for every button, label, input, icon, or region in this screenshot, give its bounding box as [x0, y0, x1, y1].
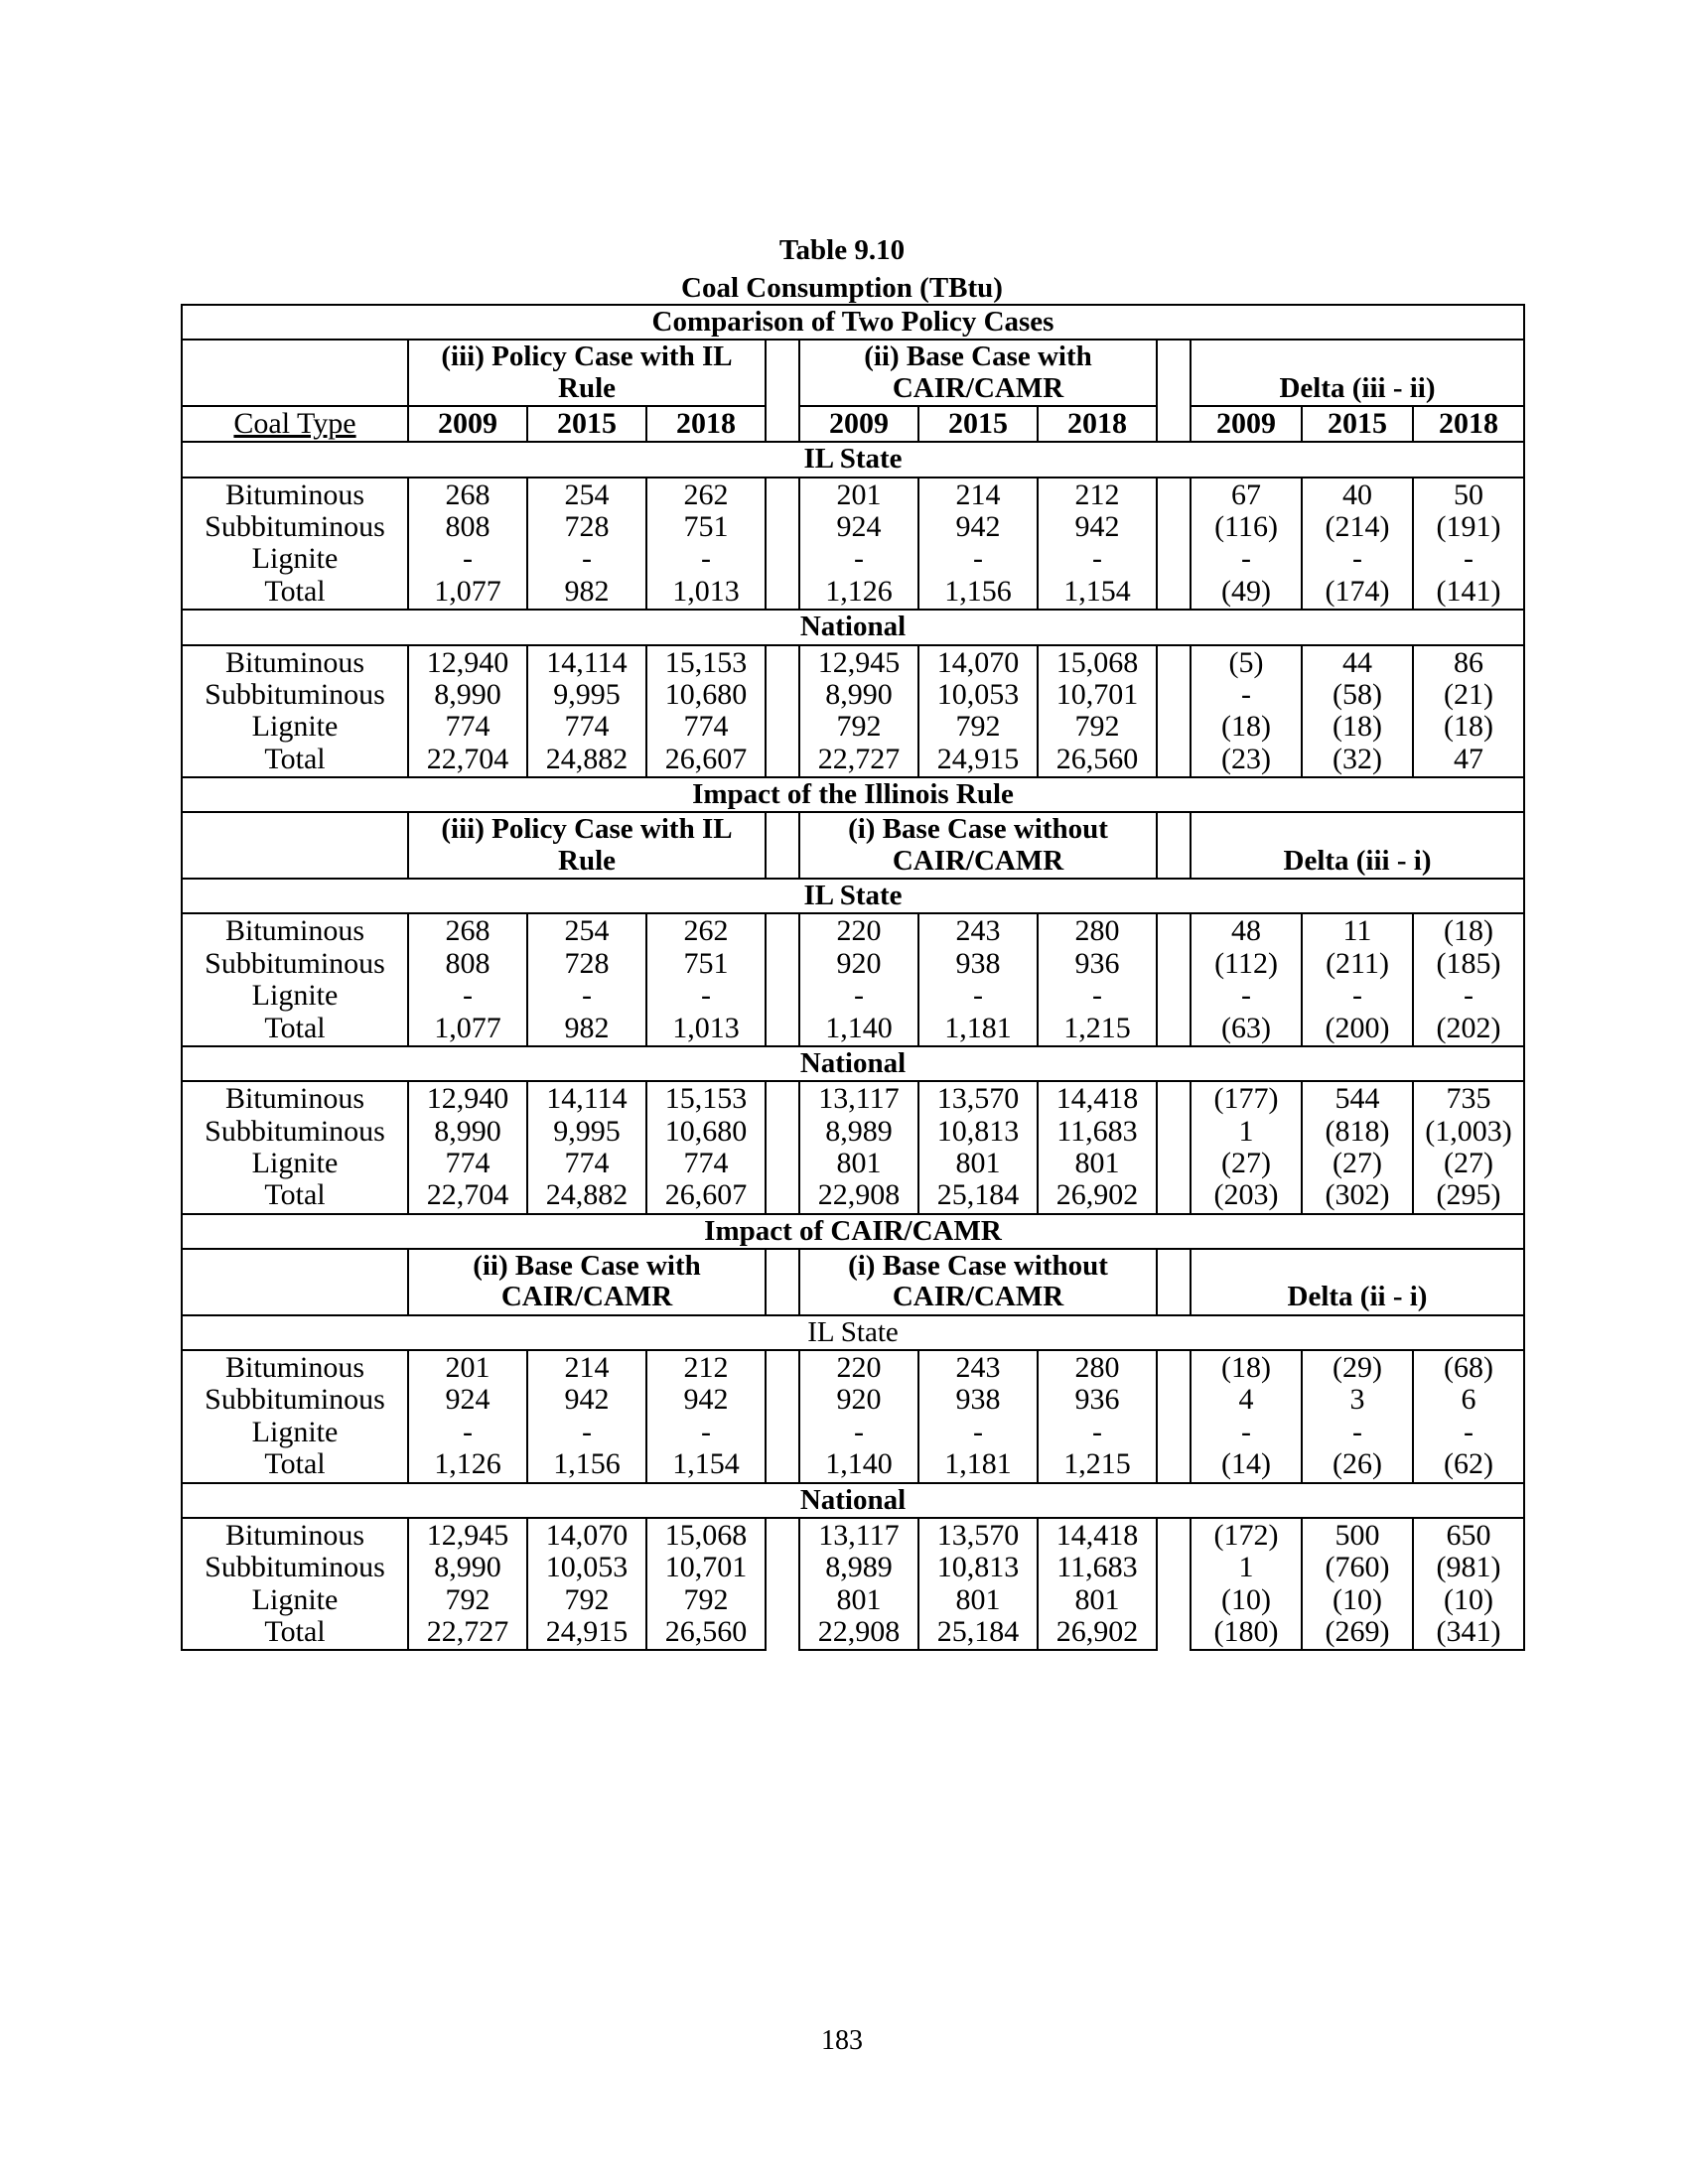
value-cell-2015: 214 942 - 1,156: [527, 1350, 646, 1483]
value-cell-2015: 14,114 9,995 774 24,882: [527, 1081, 646, 1214]
region-title: National: [182, 1046, 1524, 1081]
group-header-delta: Delta (ii - i): [1191, 1249, 1524, 1315]
value-cell-2018: 280 936 - 1,215: [1038, 1350, 1157, 1483]
region-title: IL State: [182, 442, 1524, 477]
year-header: 2018: [1038, 406, 1157, 442]
year-header-row: [182, 406, 1524, 442]
group-header-spacer: [182, 1249, 408, 1315]
group-header-1: (iii) Policy Case with IL Rule: [408, 340, 766, 406]
region-title: IL State: [182, 1315, 1524, 1350]
section-header-row: [182, 305, 1524, 340]
column-gap: [1157, 1350, 1191, 1483]
group-header-2: (ii) Base Case with CAIR/CAMR: [799, 340, 1157, 406]
year-header: 2009: [1191, 406, 1302, 442]
column-gap: [766, 340, 799, 406]
column-gap: [766, 1518, 799, 1651]
value-cell-2015: 13,570 10,813 801 25,184: [918, 1081, 1038, 1214]
value-cell-2009: 67 (116) - (49): [1191, 478, 1302, 611]
value-cell-2015: 14,070 10,053 792 24,915: [527, 1518, 646, 1651]
page-number: 183: [821, 2025, 863, 2056]
value-cell-2009: (172) 1 (10) (180): [1191, 1518, 1302, 1651]
column-gap: [1157, 812, 1191, 879]
value-cell-2018: 280 936 - 1,215: [1038, 913, 1157, 1046]
group-header-1: (iii) Policy Case with IL Rule: [408, 812, 766, 879]
value-cell-2015: 13,570 10,813 801 25,184: [918, 1518, 1038, 1651]
column-gap: [766, 478, 799, 611]
row-labels: Bituminous Subbituminous Lignite Total: [182, 913, 408, 1046]
group-header-1: (ii) Base Case with CAIR/CAMR: [408, 1249, 766, 1315]
table-subtitle: Coal Consumption (TBtu): [681, 272, 1003, 304]
region-header-row: [182, 1315, 1524, 1350]
region-header-row: [182, 610, 1524, 644]
value-cell-2018: 14,418 11,683 801 26,902: [1038, 1081, 1157, 1214]
value-cell-2015: 254 728 - 982: [527, 478, 646, 611]
section-title: Comparison of Two Policy Cases: [182, 305, 1524, 340]
group-header-row: [182, 812, 1524, 879]
value-cell-2018: 15,068 10,701 792 26,560: [1038, 645, 1157, 778]
year-header: 2009: [799, 406, 918, 442]
column-gap: [1157, 913, 1191, 1046]
row-labels: Bituminous Subbituminous Lignite Total: [182, 1518, 408, 1651]
value-cell-2018: 14,418 11,683 801 26,902: [1038, 1518, 1157, 1651]
column-gap: [1157, 645, 1191, 778]
value-cell-2009: 13,117 8,989 801 22,908: [799, 1081, 918, 1214]
year-header: 2015: [527, 406, 646, 442]
value-cell-2018: 262 751 - 1,013: [646, 913, 766, 1046]
value-cell-2015: 254 728 - 982: [527, 913, 646, 1046]
column-gap: [1157, 478, 1191, 611]
column-gap: [766, 1350, 799, 1483]
value-cell-2009: 13,117 8,989 801 22,908: [799, 1518, 918, 1651]
group-header-2: (i) Base Case without CAIR/CAMR: [799, 812, 1157, 879]
value-cell-2018: 15,153 10,680 774 26,607: [646, 1081, 766, 1214]
value-cell-2018: 262 751 - 1,013: [646, 478, 766, 611]
value-cell-2009: 12,945 8,990 792 22,727: [408, 1518, 527, 1651]
group-header-spacer: [182, 340, 408, 406]
value-cell-2015: 44 (58) (18) (32): [1302, 645, 1413, 778]
column-gap: [766, 645, 799, 778]
value-cell-2009: (177) 1 (27) (203): [1191, 1081, 1302, 1214]
column-gap: [766, 913, 799, 1046]
column-gap: [1157, 1518, 1191, 1651]
value-cell-2015: 243 938 - 1,181: [918, 913, 1038, 1046]
value-cell-2009: 12,940 8,990 774 22,704: [408, 645, 527, 778]
region-title: National: [182, 610, 1524, 644]
table-title: Table 9.10: [778, 234, 906, 266]
value-cell-2018: 212 942 - 1,154: [1038, 478, 1157, 611]
column-gap: [1157, 406, 1191, 442]
value-cell-2009: 201 924 - 1,126: [408, 1350, 527, 1483]
column-gap: [1157, 340, 1191, 406]
column-gap: [1157, 1249, 1191, 1315]
data-row: [182, 645, 1524, 778]
section-title: Impact of the Illinois Rule: [182, 777, 1524, 812]
value-cell-2015: (29) 3 - (26): [1302, 1350, 1413, 1483]
region-title: IL State: [182, 879, 1524, 913]
value-cell-2009: (5) - (18) (23): [1191, 645, 1302, 778]
year-header: 2018: [1413, 406, 1524, 442]
value-cell-2018: 212 942 - 1,154: [646, 1350, 766, 1483]
column-gap: [766, 1249, 799, 1315]
region-header-row: [182, 442, 1524, 477]
value-cell-2018: 50 (191) - (141): [1413, 478, 1524, 611]
value-cell-2015: 544 (818) (27) (302): [1302, 1081, 1413, 1214]
value-cell-2009: 201 924 - 1,126: [799, 478, 918, 611]
data-row: [182, 478, 1524, 611]
data-row: [182, 913, 1524, 1046]
year-header: 2018: [646, 406, 766, 442]
row-labels: Bituminous Subbituminous Lignite Total: [182, 1081, 408, 1214]
region-header-row: [182, 1046, 1524, 1081]
row-labels: Bituminous Subbituminous Lignite Total: [182, 478, 408, 611]
value-cell-2018: 86 (21) (18) 47: [1413, 645, 1524, 778]
value-cell-2009: 48 (112) - (63): [1191, 913, 1302, 1046]
value-cell-2009: 12,940 8,990 774 22,704: [408, 1081, 527, 1214]
value-cell-2015: 14,070 10,053 792 24,915: [918, 645, 1038, 778]
group-header-spacer: [182, 812, 408, 879]
value-cell-2009: 220 920 - 1,140: [799, 913, 918, 1046]
value-cell-2015: 214 942 - 1,156: [918, 478, 1038, 611]
value-cell-2018: 735 (1,003) (27) (295): [1413, 1081, 1524, 1214]
region-title: National: [182, 1483, 1524, 1518]
region-header-row: [182, 1483, 1524, 1518]
value-cell-2015: 243 938 - 1,181: [918, 1350, 1038, 1483]
group-header-row: [182, 1249, 1524, 1315]
section-header-row: [182, 777, 1524, 812]
value-cell-2009: 220 920 - 1,140: [799, 1350, 918, 1483]
year-header: 2009: [408, 406, 527, 442]
region-header-row: [182, 879, 1524, 913]
value-cell-2018: (18) (185) - (202): [1413, 913, 1524, 1046]
value-cell-2018: (68) 6 - (62): [1413, 1350, 1524, 1483]
column-gap: [766, 1081, 799, 1214]
value-cell-2009: 268 808 - 1,077: [408, 913, 527, 1046]
section-header-row: [182, 1214, 1524, 1249]
column-gap: [1157, 1081, 1191, 1214]
value-cell-2018: 15,153 10,680 774 26,607: [646, 645, 766, 778]
coal-type-label: Coal Type: [182, 406, 408, 442]
column-gap: [766, 406, 799, 442]
group-header-delta: Delta (iii - ii): [1191, 340, 1524, 406]
row-labels: Bituminous Subbituminous Lignite Total: [182, 645, 408, 778]
value-cell-2018: 15,068 10,701 792 26,560: [646, 1518, 766, 1651]
value-cell-2015: 11 (211) - (200): [1302, 913, 1413, 1046]
data-row: [182, 1518, 1524, 1651]
value-cell-2015: 500 (760) (10) (269): [1302, 1518, 1413, 1651]
row-labels: Bituminous Subbituminous Lignite Total: [182, 1350, 408, 1483]
data-row: [182, 1081, 1524, 1214]
group-header-row: [182, 340, 1524, 406]
year-header: 2015: [1302, 406, 1413, 442]
value-cell-2015: 40 (214) - (174): [1302, 478, 1413, 611]
value-cell-2009: (18) 4 - (14): [1191, 1350, 1302, 1483]
group-header-delta: Delta (iii - i): [1191, 812, 1524, 879]
value-cell-2009: 268 808 - 1,077: [408, 478, 527, 611]
year-header: 2015: [918, 406, 1038, 442]
value-cell-2015: 14,114 9,995 774 24,882: [527, 645, 646, 778]
coal-consumption-table: [181, 304, 1525, 1651]
value-cell-2009: 12,945 8,990 792 22,727: [799, 645, 918, 778]
column-gap: [766, 812, 799, 879]
section-title: Impact of CAIR/CAMR: [182, 1214, 1524, 1249]
data-row: [182, 1350, 1524, 1483]
group-header-2: (i) Base Case without CAIR/CAMR: [799, 1249, 1157, 1315]
value-cell-2018: 650 (981) (10) (341): [1413, 1518, 1524, 1651]
